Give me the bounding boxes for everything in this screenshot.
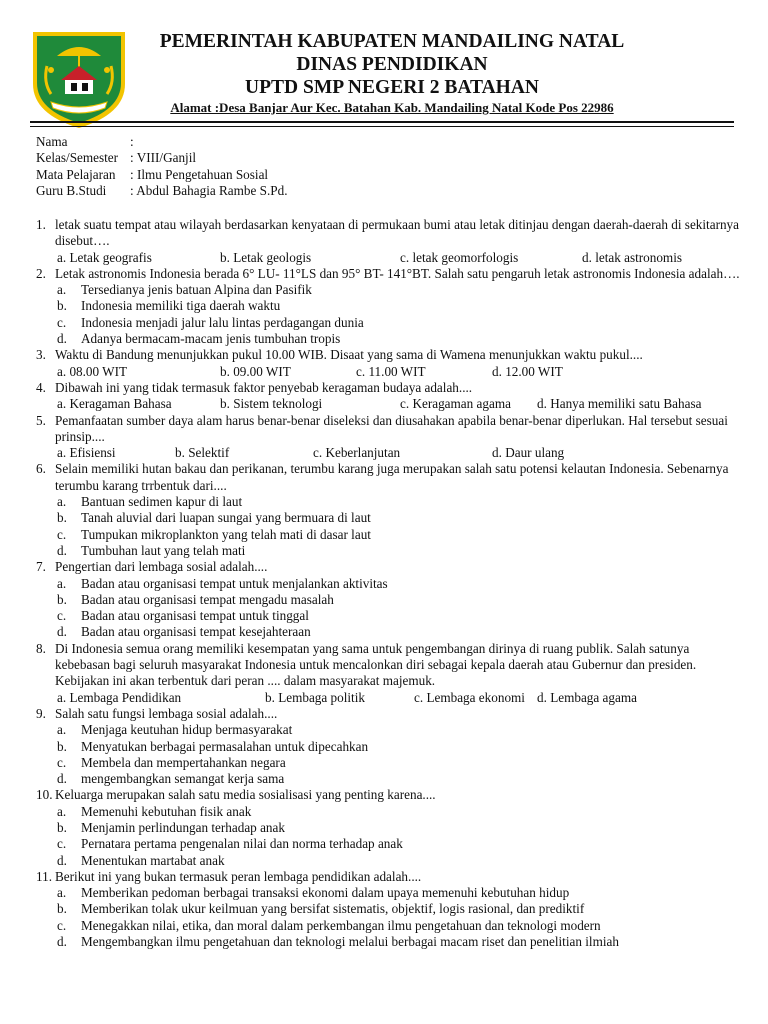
option-c: c. 11.00 WIT [356, 363, 426, 379]
option-a [0, 494, 768, 510]
question-5 [0, 413, 768, 462]
option-d: d. Daur ulang [492, 445, 565, 461]
option-b: b. Lembaga politik [265, 689, 365, 705]
question-list [0, 217, 768, 950]
question-text: letak suatu tempat atau wilayah berdasarkan kenyataan di permukaan bumi atau letak ditinjau dengan daerah-daerah di sekitarnya disebut…. [55, 217, 739, 249]
header-divider-thick [30, 121, 734, 123]
question-1 [0, 217, 768, 266]
question-2 [0, 266, 768, 347]
info-value: : VIII/Ganjil [130, 150, 197, 166]
option-letter: c. [57, 754, 67, 770]
option-a [0, 804, 768, 820]
option-text: Badan atau organisasi tempat untuk menjalankan aktivitas [81, 575, 388, 591]
option-letter: b. [57, 298, 67, 314]
option-c [0, 608, 768, 624]
header-government: PEMERINTAH KABUPATEN MANDAILING NATAL [159, 31, 625, 52]
info-label: Kelas/Semester [36, 150, 119, 166]
question-number: 2. [36, 265, 46, 281]
question-6 [0, 461, 768, 559]
option-text: Memberikan pedoman berbagai transaksi ekonomi dalam upaya memenuhi kebutuhan hidup [81, 885, 570, 901]
option-text: Membela dan mempertahankan negara [81, 754, 286, 770]
option-letter: a. [57, 494, 67, 510]
option-text: Badan atau organisasi tempat mengadu masalah [81, 591, 334, 607]
question-number: 4. [36, 379, 46, 395]
option-d [0, 543, 768, 559]
option-letter: b. [57, 819, 67, 835]
option-text: Pernatara pertama pengenalan nilai dan norma terhadap anak [81, 836, 403, 852]
option-d: d. Lembaga agama [537, 689, 637, 705]
option-text: Menentukan martabat anak [81, 852, 225, 868]
option-b: b. Letak geologis [220, 249, 312, 265]
option-letter: c. [57, 314, 67, 330]
option-text: Tumbuhan laut yang telah mati [81, 542, 246, 558]
option-text: Menjaga keutuhan hidup bermasyarakat [81, 722, 293, 738]
option-letter: a. [57, 722, 67, 738]
question-text: Waktu di Bandung menunjukkan pukul 10.00 WIB. Disaat yang sama di Wamena menunjukkan waktu pukul.... [55, 347, 643, 363]
option-text: Mengembangkan ilmu pengetahuan dan teknologi melalui berbagai macam riset dan penelitian ilmiah [81, 934, 619, 950]
question-10 [0, 787, 768, 868]
option-a: a. Lembaga Pendidikan [57, 689, 182, 705]
option-text: Menegakkan nilai, etika, dan moral dalam perkembangan ilmu pengetahuan dan teknologi modern [81, 917, 601, 933]
question-number: 1. [36, 217, 46, 232]
regency-emblem-logo [27, 26, 131, 130]
option-a [0, 885, 768, 901]
question-text: Keluarga merupakan salah satu media sosialisasi yang penting karena.... [55, 787, 436, 803]
question-3 [0, 347, 768, 380]
info-row [36, 167, 288, 183]
option-text: Menjamin perlindungan terhadap anak [81, 819, 285, 835]
option-letter: c. [57, 836, 67, 852]
option-b: b. Selektif [175, 445, 230, 461]
question-text: Dibawah ini yang tidak termasuk faktor penyebab keragaman budaya adalah.... [55, 379, 473, 395]
option-text: Badan atau organisasi tempat untuk tinggal [81, 608, 309, 624]
option-text: Tumpukan mikroplankton yang telah mati di dasar laut [81, 526, 371, 542]
option-c [0, 527, 768, 543]
option-c: c. letak geomorfologis [400, 249, 519, 265]
option-c [0, 315, 768, 331]
question-text: Salah satu fungsi lembaga sosial adalah.... [55, 705, 278, 721]
info-label: Nama [36, 134, 68, 149]
option-c [0, 836, 768, 852]
option-text: Indonesia memiliki tiga daerah waktu [81, 298, 281, 314]
option-c [0, 755, 768, 771]
option-d [0, 853, 768, 869]
option-d: d. Hanya memiliki satu Bahasa [537, 396, 702, 412]
question-text: Di Indonesia semua orang memiliki kesempatan yang sama untuk pengembangan dirinya di ruang publik. Salah satunya kebebasan bagi seluruh masyarakat Indonesia untuk mencalonkan diri sebagai kepala daerah atau Gubernur dan presiden. Kebijakan ini akan terbentuk dari peran .... dalam masyarakat majemuk. [55, 640, 697, 689]
option-text: Menyatukan berbagai permasalahan untuk dipecahkan [81, 738, 369, 754]
option-letter: a. [57, 885, 67, 901]
option-a [0, 282, 768, 298]
option-letter: b. [57, 591, 67, 607]
question-text: Berikut ini yang bukan termasuk peran lembaga pendidikan adalah.... [55, 868, 422, 884]
option-d [0, 934, 768, 950]
option-text: Memenuhi kebutuhan fisik anak [81, 803, 252, 819]
info-row [36, 183, 288, 199]
option-letter: a. [57, 575, 67, 591]
option-text: Tersedianya jenis batuan Alpina dan Pasifik [81, 282, 312, 298]
option-letter: c. [57, 526, 67, 542]
option-d: d. letak astronomis [582, 249, 682, 265]
option-text: Tanah aluvial dari luapan sungai yang bermuara di laut [81, 510, 371, 526]
question-number: 9. [36, 705, 46, 721]
option-letter: b. [57, 510, 67, 526]
option-c [0, 918, 768, 934]
question-number: 10. [36, 787, 53, 803]
option-a: a. 08.00 WIT [57, 363, 128, 379]
info-row [36, 150, 288, 166]
option-b [0, 739, 768, 755]
option-c: c. Keragaman agama [400, 396, 511, 412]
option-b: b. Sistem teknologi [220, 396, 323, 412]
option-letter: b. [57, 738, 67, 754]
info-value: : [130, 134, 134, 149]
option-b [0, 820, 768, 836]
option-letter: a. [57, 803, 67, 819]
option-text: mengembangkan semangat kerja sama [81, 771, 285, 787]
question-7 [0, 559, 768, 640]
option-text: Adanya bermacam-macam jenis tumbuhan tropis [81, 331, 341, 347]
header-divider-thin [30, 126, 734, 127]
option-a: a. Keragaman Bahasa [57, 396, 172, 412]
option-row [0, 396, 768, 412]
info-label: Mata Pelajaran [36, 166, 116, 182]
question-9 [0, 706, 768, 787]
option-letter: d. [57, 624, 67, 640]
question-8 [0, 641, 768, 706]
option-b [0, 901, 768, 917]
option-text: Indonesia menjadi jalur lalu lintas perdagangan dunia [81, 314, 364, 330]
option-letter: b. [57, 901, 67, 917]
option-row [0, 364, 768, 380]
option-a [0, 722, 768, 738]
option-text: Bantuan sedimen kapur di laut [81, 494, 243, 510]
option-d [0, 624, 768, 640]
question-4 [0, 380, 768, 413]
option-a: a. Efisiensi [57, 445, 116, 461]
option-letter: d. [57, 934, 67, 950]
question-text: Pemanfaatan sumber daya alam harus benar-benar diseleksi dan diusahakan apabila benar-benar diperlukan. Hal tersebut sesuai prinsip.... [55, 412, 728, 444]
info-value: : Ilmu Pengetahuan Sosial [130, 166, 269, 182]
option-d [0, 771, 768, 787]
header-address: Alamat :Desa Banjar Aur Kec. Batahan Kab. Mandailing Natal Kode Pos 22986 [170, 100, 614, 115]
option-b [0, 510, 768, 526]
question-text: Pengertian dari lembaga sosial adalah.... [55, 559, 268, 575]
option-letter: c. [57, 608, 67, 624]
info-value: : Abdul Bahagia Rambe S.Pd. [130, 182, 288, 198]
header-department: DINAS PENDIDIKAN [296, 54, 488, 75]
option-c: c. Keberlanjutan [313, 445, 401, 461]
question-number: 11. [36, 868, 52, 884]
question-number: 7. [36, 559, 46, 575]
option-letter: d. [57, 852, 67, 868]
option-d: d. 12.00 WIT [492, 363, 563, 379]
question-number: 6. [36, 461, 46, 477]
option-text: Badan atau organisasi tempat kesejahteraan [81, 624, 311, 640]
question-text: Selain memiliki hutan bakau dan perikanan, terumbu karang juga merupakan salah satu potensi kelautan Indonesia. Sebenarnya terumbu karang trrbentuk dari.... [55, 461, 729, 493]
info-label: Guru B.Studi [36, 182, 107, 198]
option-letter: c. [57, 917, 67, 933]
option-letter: d. [57, 771, 67, 787]
option-letter: d. [57, 542, 67, 558]
question-number: 3. [36, 347, 46, 363]
header-school: UPTD SMP NEGERI 2 BATAHAN [245, 77, 539, 98]
question-number: 5. [36, 412, 46, 428]
question-11 [0, 869, 768, 950]
option-letter: a. [57, 282, 67, 298]
option-c: c. Lembaga ekonomi [414, 689, 525, 705]
option-text: Memberikan tolak ukur keilmuan yang bersifat sistematis, objektif, logis rasional, dan prediktif [81, 901, 585, 917]
option-d [0, 331, 768, 347]
option-a: a. Letak geografis [57, 249, 152, 265]
option-b [0, 298, 768, 314]
option-row [0, 445, 768, 461]
student-info [36, 134, 288, 199]
question-number: 8. [36, 640, 46, 656]
question-text: Letak astronomis Indonesia berada 6° LU- 11°LS dan 95° BT- 141°BT. Salah satu pengaruh letak astronomis Indonesia adalah…. [55, 265, 740, 281]
option-b: b. 09.00 WIT [220, 363, 291, 379]
option-a [0, 576, 768, 592]
option-b [0, 592, 768, 608]
option-row [0, 690, 768, 706]
option-row [0, 250, 768, 266]
info-row [36, 134, 288, 150]
option-letter: d. [57, 331, 67, 347]
